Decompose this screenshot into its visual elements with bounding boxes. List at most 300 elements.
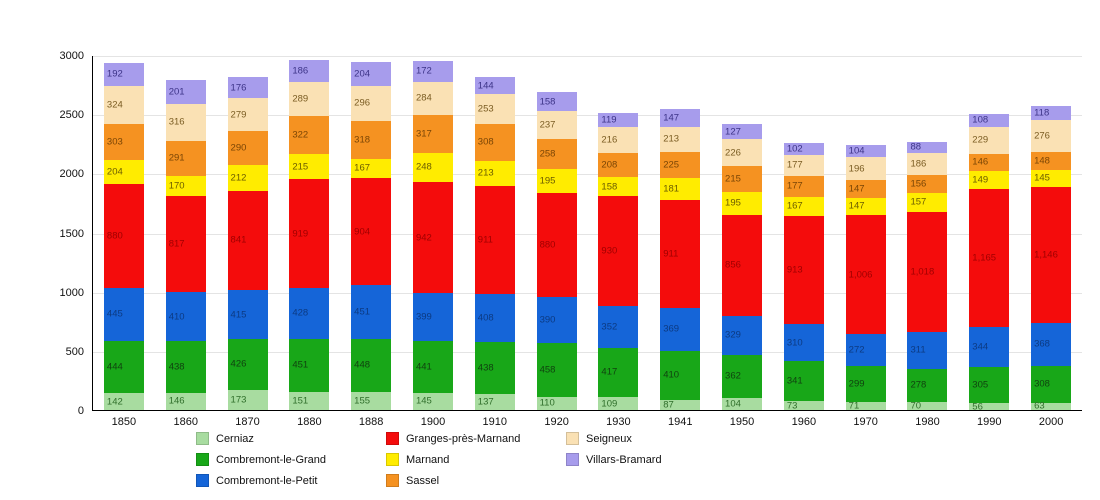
bar-value-label: 904 — [354, 226, 371, 238]
bar-value-label: 88 — [910, 141, 922, 153]
bar-column[interactable] — [166, 56, 206, 428]
bar-value-label: 147 — [663, 112, 680, 124]
bar-segment[interactable] — [289, 339, 329, 392]
bar-value-label: 186 — [910, 157, 927, 169]
bar-segment[interactable] — [1031, 323, 1071, 367]
bar-segment[interactable] — [228, 390, 268, 410]
bar-value-label: 390 — [539, 313, 556, 325]
bar-value-label: 410 — [663, 369, 680, 381]
bar-value-label: 438 — [168, 361, 185, 373]
bar-segment[interactable] — [289, 60, 329, 82]
bar-segment[interactable] — [351, 62, 391, 86]
legend-label: Combremont-le-Petit — [216, 474, 318, 487]
bar-segment[interactable] — [846, 215, 886, 334]
bar-segment[interactable] — [104, 63, 144, 86]
bar-segment[interactable] — [413, 115, 453, 153]
bar-value-label: 110 — [539, 397, 555, 409]
bar-value-label: 329 — [725, 329, 741, 341]
legend-item[interactable] — [386, 449, 566, 470]
bar-column[interactable] — [537, 56, 577, 428]
bar-value-label: 451 — [292, 359, 309, 371]
legend-label: Sassel — [406, 474, 440, 487]
legend-color-swatch — [566, 432, 579, 445]
bar-segment[interactable] — [784, 155, 824, 176]
legend-color-swatch — [196, 474, 209, 487]
bar-value-label: 147 — [848, 200, 865, 212]
bar-value-label: 248 — [415, 161, 432, 173]
bar-value-label: 272 — [848, 344, 865, 356]
bar-value-label: 108 — [972, 114, 989, 126]
bar-group — [93, 56, 1082, 428]
bar-value-label: 155 — [354, 395, 371, 407]
x-axis-tick-label: 1960 — [791, 416, 817, 428]
legend-label: Marnand — [406, 453, 450, 466]
bar-value-label: 151 — [292, 395, 309, 407]
bar-segment[interactable] — [846, 145, 886, 157]
x-axis-tick-label: 1870 — [235, 416, 260, 428]
bar-segment[interactable] — [598, 306, 638, 348]
x-axis-tick-label: 1880 — [297, 416, 322, 428]
bar-value-label: 930 — [601, 245, 618, 257]
bar-segment[interactable] — [475, 161, 515, 186]
bar-value-label: 102 — [786, 142, 803, 154]
bar-segment[interactable] — [907, 142, 947, 152]
bar-value-label: 201 — [168, 86, 185, 98]
bar-segment[interactable] — [907, 332, 947, 369]
bar-segment[interactable] — [289, 392, 329, 410]
bar-segment[interactable] — [413, 153, 453, 182]
bar-segment[interactable] — [413, 61, 453, 81]
bar-value-label: 237 — [539, 119, 556, 131]
bar-value-label: 316 — [168, 116, 185, 128]
bar-value-label: 70 — [910, 400, 922, 412]
bar-segment[interactable] — [475, 124, 515, 160]
bar-segment[interactable] — [722, 139, 762, 166]
x-axis-tick-label: 1920 — [544, 416, 569, 428]
bar-value-label: 880 — [106, 230, 123, 242]
bar-value-label: 284 — [415, 92, 432, 104]
bar-segment[interactable] — [846, 402, 886, 410]
bar-value-label: 145 — [415, 395, 432, 407]
bar-segment[interactable] — [598, 127, 638, 153]
bar-segment[interactable] — [475, 342, 515, 394]
bar-segment[interactable] — [537, 139, 577, 170]
bar-segment[interactable] — [104, 393, 144, 410]
bar-column[interactable] — [413, 56, 453, 428]
bar-segment[interactable] — [537, 297, 577, 343]
bar-value-label: 146 — [168, 395, 185, 407]
bar-value-label: 352 — [601, 321, 618, 333]
bar-value-label: 410 — [168, 310, 185, 322]
bar-segment[interactable] — [166, 393, 206, 410]
bar-segment[interactable] — [166, 141, 206, 175]
bar-value-label: 192 — [106, 68, 123, 80]
bar-value-label: 204 — [354, 68, 371, 80]
bar-value-label: 278 — [910, 379, 927, 391]
bar-segment[interactable] — [351, 121, 391, 159]
bar-segment[interactable] — [166, 176, 206, 196]
bar-segment[interactable] — [1031, 187, 1071, 323]
legend-item[interactable] — [386, 428, 566, 449]
bar-value-label: 157 — [910, 196, 927, 208]
bar-segment[interactable] — [784, 143, 824, 155]
bar-value-label: 308 — [477, 136, 494, 148]
bar-value-label: 448 — [354, 359, 371, 371]
bar-segment[interactable] — [598, 348, 638, 397]
bar-value-label: 441 — [415, 361, 432, 372]
legend-color-swatch — [386, 474, 399, 487]
bar-segment[interactable] — [1031, 170, 1071, 187]
bar-value-label: 322 — [292, 129, 309, 141]
bar-value-label: 308 — [1034, 378, 1050, 390]
bar-segment[interactable] — [969, 154, 1009, 171]
bar-value-label: 225 — [663, 159, 680, 171]
bar-segment[interactable] — [907, 175, 947, 193]
bar-value-label: 149 — [972, 174, 989, 186]
bar-segment[interactable] — [228, 165, 268, 190]
bar-value-label: 344 — [972, 341, 989, 353]
bar-column[interactable] — [846, 56, 886, 428]
bar-segment[interactable] — [289, 179, 329, 288]
bar-segment[interactable] — [104, 160, 144, 184]
bar-segment[interactable] — [351, 392, 391, 410]
bar-value-label: 399 — [415, 311, 432, 323]
bar-segment[interactable] — [722, 355, 762, 398]
bar-value-label: 942 — [415, 231, 432, 243]
bar-segment[interactable] — [1031, 106, 1071, 120]
bar-value-label: 226 — [725, 147, 741, 159]
bar-segment[interactable] — [413, 182, 453, 293]
bar-segment[interactable] — [846, 180, 886, 197]
legend-color-swatch — [196, 453, 209, 466]
bar-column[interactable] — [969, 56, 1009, 428]
x-axis-tick-label: 1941 — [667, 416, 693, 428]
bar-value-label: 144 — [477, 80, 494, 92]
bar-value-label: 258 — [539, 148, 556, 160]
bar-value-label: 817 — [168, 238, 185, 250]
x-axis-tick-label: 1990 — [977, 416, 1002, 428]
bar-value-label: 444 — [106, 361, 123, 373]
bar-segment[interactable] — [166, 196, 206, 293]
x-axis-tick-label: 1850 — [111, 416, 137, 428]
bar-segment[interactable] — [846, 366, 886, 401]
bar-value-label: 215 — [725, 173, 741, 185]
bar-value-label: 303 — [106, 136, 123, 148]
bar-segment[interactable] — [969, 400, 1009, 412]
bar-value-label: 445 — [106, 308, 123, 320]
bar-value-label: 147 — [848, 183, 865, 195]
bar-column[interactable] — [228, 56, 268, 428]
bar-value-label: 856 — [725, 259, 741, 271]
legend-label: Villars-Bramard — [586, 453, 662, 466]
bar-segment[interactable] — [228, 191, 268, 291]
bar-segment[interactable] — [722, 192, 762, 215]
bar-value-label: 213 — [477, 167, 494, 179]
legend-item[interactable] — [566, 449, 756, 470]
x-axis-tick-label: 1970 — [853, 416, 878, 428]
bar-value-label: 438 — [477, 362, 494, 374]
bar-value-label: 104 — [725, 398, 741, 410]
bar-segment[interactable] — [351, 339, 391, 392]
bar-segment[interactable] — [907, 212, 947, 332]
y-axis-tick-label: 0 — [77, 405, 84, 417]
bar-segment[interactable] — [598, 153, 638, 178]
x-axis-tick-label: 2000 — [1038, 416, 1064, 428]
bar-segment[interactable] — [1031, 366, 1071, 402]
bar-segment[interactable] — [104, 124, 144, 160]
bar-segment[interactable] — [228, 131, 268, 165]
legend-label: Granges-près-Marnand — [406, 432, 521, 445]
bar-value-label: 880 — [539, 238, 556, 250]
legend-color-swatch — [566, 453, 579, 466]
bar-segment[interactable] — [351, 285, 391, 338]
x-axis-tick-label: 1888 — [358, 416, 384, 428]
bar-segment[interactable] — [784, 176, 824, 197]
bar-segment[interactable] — [475, 94, 515, 124]
bar-column[interactable] — [351, 56, 391, 428]
bar-segment[interactable] — [722, 398, 762, 410]
bar-value-label: 172 — [415, 65, 432, 77]
bar-value-label: 156 — [910, 178, 927, 190]
x-axis-tick-label: 1980 — [915, 416, 940, 428]
bar-segment[interactable] — [660, 400, 700, 410]
bar-segment[interactable] — [475, 394, 515, 410]
bar-value-label: 63 — [1034, 400, 1045, 412]
bar-segment[interactable] — [166, 292, 206, 341]
bar-segment[interactable] — [289, 116, 329, 154]
x-axis-tick-label: 1900 — [420, 416, 446, 428]
bar-value-label: 305 — [972, 379, 989, 391]
bar-segment[interactable] — [1031, 120, 1071, 153]
bar-segment[interactable] — [660, 152, 700, 179]
bar-segment[interactable] — [1031, 152, 1071, 170]
bar-segment[interactable] — [784, 401, 824, 410]
bar-value-label: 289 — [292, 93, 309, 105]
bar-segment[interactable] — [969, 114, 1009, 127]
bar-value-label: 919 — [292, 228, 309, 240]
bar-segment[interactable] — [351, 86, 391, 121]
bar-column[interactable] — [598, 56, 638, 428]
bar-segment[interactable] — [907, 369, 947, 402]
bar-value-label: 118 — [1034, 106, 1050, 118]
bar-value-label: 911 — [663, 247, 679, 259]
legend-label: Cerniaz — [216, 432, 254, 445]
plot-area — [92, 56, 1082, 428]
bar-segment[interactable] — [846, 157, 886, 180]
bar-value-label: 369 — [663, 323, 680, 335]
bar-value-label: 176 — [230, 81, 247, 93]
bar-value-label: 1,018 — [910, 266, 935, 278]
bar-value-label: 177 — [786, 180, 803, 192]
bar-segment[interactable] — [907, 153, 947, 175]
bar-column[interactable] — [722, 56, 762, 428]
bar-value-label: 137 — [477, 396, 494, 408]
bar-segment[interactable] — [228, 339, 268, 389]
bar-value-label: 146 — [972, 156, 989, 168]
bar-segment[interactable] — [660, 200, 700, 308]
y-axis-tick-label: 3000 — [59, 50, 84, 62]
bar-segment[interactable] — [660, 127, 700, 152]
bar-value-label: 841 — [230, 234, 247, 246]
bar-value-label: 458 — [539, 364, 556, 376]
bar-value-label: 104 — [848, 145, 865, 157]
bar-segment[interactable] — [660, 351, 700, 400]
x-axis-tick-label: 1860 — [173, 416, 198, 428]
bar-segment[interactable] — [104, 288, 144, 341]
bar-value-label: 195 — [539, 175, 556, 187]
legend-spacer — [566, 470, 756, 491]
bar-value-label: 362 — [725, 370, 741, 382]
bar-value-label: 229 — [972, 134, 989, 146]
bar-segment[interactable] — [722, 166, 762, 191]
y-axis-tick-label: 2500 — [59, 109, 84, 122]
bar-segment[interactable] — [846, 198, 886, 215]
bar-segment[interactable] — [598, 177, 638, 196]
bar-segment[interactable] — [598, 397, 638, 410]
bar-segment[interactable] — [351, 178, 391, 285]
bar-segment[interactable] — [537, 169, 577, 192]
bar-segment[interactable] — [660, 178, 700, 199]
bar-segment[interactable] — [413, 293, 453, 340]
bar-segment[interactable] — [784, 324, 824, 361]
bar-segment[interactable] — [722, 215, 762, 316]
y-axis-tick-label: 500 — [65, 345, 84, 358]
bar-segment[interactable] — [351, 159, 391, 179]
legend-color-swatch — [196, 432, 209, 445]
legend-color-swatch — [386, 453, 399, 466]
bar-segment[interactable] — [537, 92, 577, 111]
bar-value-label: 276 — [1034, 130, 1050, 142]
bar-segment[interactable] — [969, 367, 1009, 403]
bar-segment[interactable] — [907, 402, 947, 410]
bar-value-label: 109 — [601, 397, 618, 409]
bar-segment[interactable] — [660, 109, 700, 126]
legend-label: Combremont-le-Grand — [216, 453, 327, 466]
bar-segment[interactable] — [846, 334, 886, 366]
bar-value-label: 253 — [477, 103, 494, 115]
bar-value-label: 167 — [354, 162, 371, 174]
legend-color-swatch — [386, 432, 399, 445]
bar-segment[interactable] — [289, 288, 329, 339]
bar-segment[interactable] — [166, 104, 206, 141]
bar-value-label: 299 — [848, 378, 865, 390]
bar-segment[interactable] — [537, 193, 577, 297]
bar-segment[interactable] — [722, 316, 762, 355]
bar-segment[interactable] — [228, 77, 268, 98]
bar-value-label: 911 — [477, 234, 493, 246]
bar-segment[interactable] — [166, 80, 206, 104]
bar-value-label: 417 — [601, 366, 618, 378]
bar-value-label: 1,165 — [972, 251, 997, 263]
bar-column[interactable] — [104, 56, 144, 428]
bar-segment[interactable] — [413, 393, 453, 410]
bar-segment[interactable] — [907, 193, 947, 212]
bar-segment[interactable] — [289, 82, 329, 116]
bar-segment[interactable] — [289, 154, 329, 179]
bar-segment[interactable] — [475, 77, 515, 94]
bar-segment[interactable] — [784, 216, 824, 324]
bar-column[interactable] — [289, 56, 329, 428]
chart-legend — [196, 428, 896, 491]
bar-segment[interactable] — [537, 111, 577, 139]
bar-segment[interactable] — [598, 196, 638, 306]
bar-value-label: 158 — [601, 180, 618, 192]
y-axis-tick-label: 2000 — [59, 168, 84, 181]
bar-segment[interactable] — [104, 184, 144, 288]
bar-segment[interactable] — [228, 290, 268, 339]
bar-segment[interactable] — [537, 343, 577, 397]
legend-item[interactable] — [566, 428, 756, 449]
legend-label: Seigneux — [586, 432, 632, 445]
bar-column[interactable] — [1031, 56, 1071, 428]
bar-value-label: 167 — [786, 200, 803, 212]
bar-segment[interactable] — [413, 341, 453, 393]
bar-segment[interactable] — [104, 341, 144, 394]
bar-value-label: 1,146 — [1034, 249, 1058, 261]
bar-segment[interactable] — [969, 127, 1009, 154]
bar-value-label: 215 — [292, 160, 309, 172]
bar-value-label: 1,006 — [848, 268, 873, 280]
bar-value-label: 216 — [601, 134, 618, 146]
bar-segment[interactable] — [537, 397, 577, 410]
bar-column[interactable] — [907, 56, 947, 428]
legend-item[interactable] — [196, 449, 386, 470]
bar-column[interactable] — [660, 56, 700, 428]
bar-value-label: 73 — [786, 399, 798, 411]
bar-column[interactable] — [475, 56, 515, 428]
bar-value-label: 279 — [230, 108, 247, 120]
bar-column[interactable] — [784, 56, 824, 428]
bar-segment[interactable] — [228, 98, 268, 131]
legend-item[interactable] — [196, 428, 386, 449]
bar-value-label: 408 — [477, 312, 494, 324]
bar-segment[interactable] — [104, 86, 144, 124]
bar-segment[interactable] — [969, 171, 1009, 189]
bar-value-label: 341 — [786, 375, 803, 387]
bar-value-label: 158 — [539, 95, 556, 107]
bar-segment[interactable] — [784, 361, 824, 401]
bar-value-label: 318 — [354, 134, 371, 146]
y-axis-tick-label: 1500 — [59, 227, 84, 240]
x-axis-tick-label: 1910 — [482, 416, 508, 428]
legend-item[interactable] — [386, 470, 566, 491]
bar-segment[interactable] — [1031, 400, 1071, 412]
bar-value-label: 324 — [106, 99, 123, 110]
bar-value-label: 212 — [230, 172, 247, 184]
bar-value-label: 148 — [1034, 155, 1050, 167]
legend-item[interactable] — [196, 470, 386, 491]
bar-value-label: 204 — [106, 166, 123, 178]
bar-segment[interactable] — [660, 308, 700, 352]
bar-segment[interactable] — [784, 197, 824, 217]
bar-value-label: 290 — [230, 142, 247, 154]
x-axis-tick-label: 1950 — [729, 416, 755, 428]
bar-value-label: 87 — [663, 399, 674, 411]
bar-value-label: 195 — [725, 197, 741, 209]
bar-segment[interactable] — [598, 113, 638, 127]
bar-segment[interactable] — [475, 294, 515, 342]
bar-segment[interactable] — [475, 186, 515, 294]
bar-segment[interactable] — [413, 82, 453, 116]
bar-segment[interactable] — [969, 327, 1009, 368]
bar-segment[interactable] — [166, 341, 206, 393]
bar-value-label: 186 — [292, 64, 309, 76]
bar-value-label: 177 — [786, 159, 803, 171]
bar-segment[interactable] — [722, 124, 762, 139]
bar-segment[interactable] — [969, 189, 1009, 327]
bar-value-label: 181 — [663, 183, 680, 195]
bar-value-label: 451 — [354, 306, 371, 318]
